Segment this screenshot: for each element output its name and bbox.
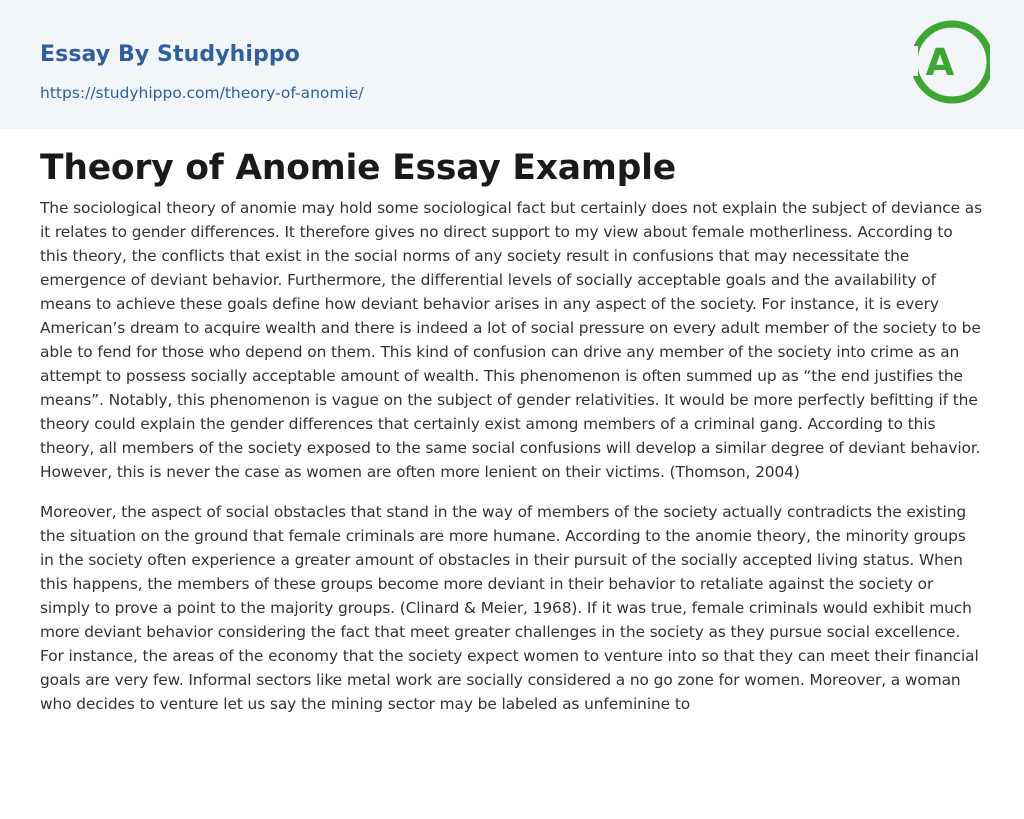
logo-letter: A — [925, 41, 955, 84]
article-title: Theory of Anomie Essay Example — [40, 148, 676, 188]
brand-title[interactable]: Essay By Studyhippo — [40, 42, 300, 67]
studyhippo-logo-icon[interactable] — [904, 16, 990, 108]
article-url-link[interactable]: https://studyhippo.com/theory-of-anomie/ — [40, 84, 364, 102]
site-header — [0, 0, 1024, 129]
article-body — [40, 146, 984, 716]
article-paragraph-1: The sociological theory of anomie may hold some sociological fact but certainly does not explain the subject of deviance as it relates to gender differences. It therefore gives no direct support to my view about female motherliness. According to this theory, the conflicts that exist in the social norms of any society result in confusions that may necessitate the emergence of deviant behavior. Furthermore, the differential levels of socially acceptable goals and the availability of means to achieve these goals define how deviant behavior arises in any aspect of the society. For instance, it is every American’s dream to acquire wealth and there is indeed a lot of social pressure on every adult member of the society to be able to fend for those who depend on them. This kind of confusion can drive any member of the society into crime as an attempt to possess socially acceptable amount of wealth. This phenomenon is often summed up as “the end justifies the means”. Notably, this phenomenon is vague on the subject of gender relativities. It would be more perfectly befitting if the theory could explain the gender differences that certainly exist among members of a criminal gang. According to this theory, all members of the society exposed to the same social confusions will develop a similar degree of deviant behavior. However, this is never the case as women are often more lenient on their victims. (Thomson, 2004) — [40, 199, 982, 481]
article-paragraph-2: Moreover, the aspect of social obstacles that stand in the way of members of the society actually contradicts the existing the situation on the ground that female criminals are more humane. According to the anomie theory, the minority groups in the society often experience a greater amount of obstacles in their pursuit of the socially accepted living status. When this happens, the members of these groups become more deviant in their behavior to retaliate against the society or simply to prove a point to the majority groups. (Clinard & Meier, 1968). If it was true, female criminals would exhibit much more deviant behavior considering the fact that meet greater challenges in the society as they pursue social excellence. For instance, the areas of the economy that the society expect women to venture into so that they can meet their financial goals are very few. Informal sectors like metal work are socially considered a no go zone for women. Moreover, a woman who decides to venture let us say the mining sector may be labeled as unfeminine to — [40, 503, 979, 713]
